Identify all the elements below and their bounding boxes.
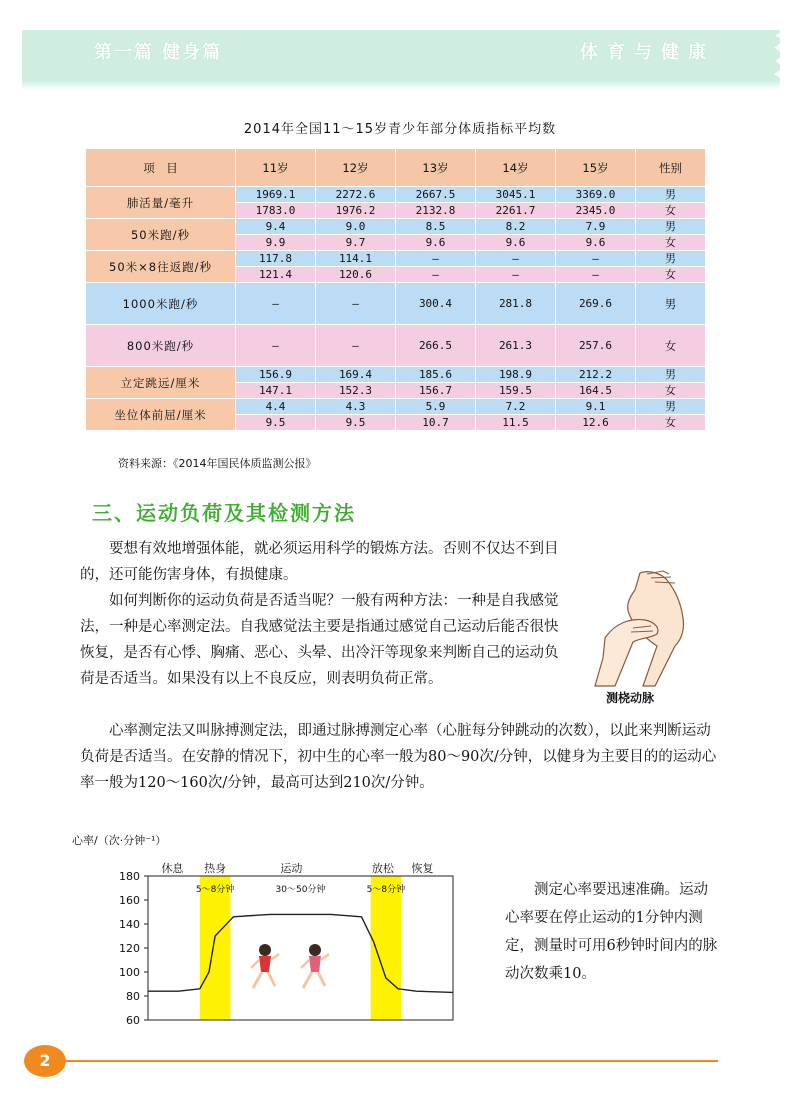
phase-label: 休息: [161, 862, 184, 875]
item-cell: 50米×8往返跑/秒: [86, 251, 236, 283]
value-cell: 198.9: [476, 367, 556, 383]
sex-cell: 男: [636, 399, 706, 415]
header-cell: 性别: [636, 149, 706, 187]
value-cell: 120.6: [316, 267, 396, 283]
y-tick-label: 140: [119, 918, 140, 931]
value-cell: 269.6: [556, 283, 636, 325]
table-title: 2014年全国11～15岁青少年部分体质指标平均数: [243, 122, 557, 137]
table-header-row: [86, 149, 706, 187]
value-cell: 9.4: [236, 219, 316, 235]
sex-cell: 男: [636, 251, 706, 267]
value-cell: 2261.7: [476, 203, 556, 219]
runner-body: [259, 956, 271, 972]
sex-cell: 男: [636, 367, 706, 383]
value-cell: 266.5: [396, 325, 476, 367]
sex-cell: 女: [636, 267, 706, 283]
book-title: 体育与健康: [580, 42, 715, 63]
plot-frame: [148, 876, 453, 1020]
y-tick-label: 80: [126, 990, 140, 1003]
value-cell: 3045.1: [476, 187, 556, 203]
runner-legs: [303, 972, 325, 988]
y-tick-label: 180: [119, 870, 140, 883]
page-number: 2: [39, 1051, 51, 1070]
value-cell: 169.4: [316, 367, 396, 383]
value-cell: 281.8: [476, 283, 556, 325]
fitness-table: [85, 148, 706, 431]
value-cell: 9.1: [556, 399, 636, 415]
value-cell: 9.5: [316, 415, 396, 431]
phase-label: 放松: [371, 862, 394, 875]
sex-cell: 男: [636, 187, 706, 203]
item-cell: 肺活量/毫升: [86, 187, 236, 219]
value-cell: 114.1: [316, 251, 396, 267]
table-source: 资料来源：《2014年国民体质监测公报》: [118, 457, 317, 470]
value-cell: 261.3: [476, 325, 556, 367]
value-cell: 9.6: [396, 235, 476, 251]
chart-body: [119, 861, 453, 1027]
phase-label: 热身: [204, 862, 227, 875]
value-cell: —: [556, 267, 636, 283]
sex-cell: 男: [636, 219, 706, 235]
table-row: [86, 219, 706, 235]
value-cell: 117.8: [236, 251, 316, 267]
value-cell: 4.3: [316, 399, 396, 415]
sex-cell: 女: [636, 235, 706, 251]
table-row: [86, 283, 706, 325]
sex-cell: 女: [636, 383, 706, 399]
value-cell: 9.6: [476, 235, 556, 251]
value-cell: 164.5: [556, 383, 636, 399]
item-cell: 立定跳远/厘米: [86, 367, 236, 399]
value-cell: —: [476, 251, 556, 267]
y-tick-label: 100: [119, 966, 140, 979]
table-row: [86, 399, 706, 415]
table-row: [86, 367, 706, 383]
table-row: [86, 325, 706, 367]
value-cell: —: [316, 283, 396, 325]
item-cell: 800米跑/秒: [86, 325, 236, 367]
duration-label: 30～50分钟: [275, 885, 326, 895]
value-cell: 300.4: [396, 283, 476, 325]
y-tick-label: 60: [126, 1014, 140, 1027]
item-cell: 50米跑/秒: [86, 219, 236, 251]
phase-label: 运动: [280, 862, 303, 875]
illustration-caption: 测桡动脉: [606, 691, 655, 705]
value-cell: 185.6: [396, 367, 476, 383]
value-cell: 156.7: [396, 383, 476, 399]
phase-label: 恢复: [411, 862, 434, 875]
value-cell: 9.9: [236, 235, 316, 251]
value-cell: —: [396, 267, 476, 283]
section-title: 三、运动负荷及其检测方法: [92, 501, 356, 525]
sex-cell: 女: [636, 415, 706, 431]
table-row: [86, 187, 706, 203]
value-cell: 10.7: [396, 415, 476, 431]
value-cell: 11.5: [476, 415, 556, 431]
value-cell: 9.7: [316, 235, 396, 251]
value-cell: 147.1: [236, 383, 316, 399]
value-cell: —: [236, 325, 316, 367]
heart-rate-chart: [70, 830, 490, 1040]
duration-label: 5～8分钟: [195, 885, 235, 895]
value-cell: 1783.0: [236, 203, 316, 219]
phase-band-1: [200, 876, 231, 1020]
chart-note: 测定心率要迅速准确。运动心率要在停止运动的1分钟内测定，测量时可用6秒钟时间内的脉动次数乘10。: [505, 882, 718, 982]
runner-legs: [253, 972, 275, 988]
header-cell: 11岁: [236, 149, 316, 187]
runner-head: [309, 944, 321, 956]
value-cell: 3369.0: [556, 187, 636, 203]
sex-cell: 女: [636, 203, 706, 219]
value-cell: 9.6: [556, 235, 636, 251]
header-cell: 项 目: [86, 149, 236, 187]
value-cell: 2345.0: [556, 203, 636, 219]
value-cell: 9.5: [236, 415, 316, 431]
value-cell: 8.2: [476, 219, 556, 235]
header-cell: 14岁: [476, 149, 556, 187]
header-cell: 12岁: [316, 149, 396, 187]
runner-body: [309, 956, 321, 972]
heart-rate-line: [148, 914, 453, 992]
chapter-title: 第一篇 健身篇: [94, 42, 223, 63]
paragraph-1: 要想有效地增强体能，就必须运用科学的锻炼方法。否则不仅达不到目的，还可能伤害身体，有损健康。: [80, 541, 559, 583]
value-cell: 12.6: [556, 415, 636, 431]
value-cell: —: [556, 251, 636, 267]
chart-ylabel: 心率/（次·分钟⁻¹）: [72, 834, 167, 847]
value-cell: 212.2: [556, 367, 636, 383]
value-cell: 1969.1: [236, 187, 316, 203]
item-cell: 1000米跑/秒: [86, 283, 236, 325]
value-cell: 2272.6: [316, 187, 396, 203]
value-cell: 8.5: [396, 219, 476, 235]
value-cell: 156.9: [236, 367, 316, 383]
value-cell: 2667.5: [396, 187, 476, 203]
value-cell: —: [396, 251, 476, 267]
paragraph-2: 如何判断你的运动负荷是否适当呢？一般有两种方法：一种是自我感觉法，一种是心率测定法。自我感觉法主要是指通过感觉自己运动后能否很快恢复，是否有心悸、胸痛、恶心、头晕、出冷汗等现象来判断自己的运动负荷是否适当。如果没有以上不良反应，则表明负荷正常。: [80, 593, 559, 687]
pulse-measure-illustration: [585, 568, 695, 688]
table-row: [86, 251, 706, 267]
value-cell: 5.9: [396, 399, 476, 415]
item-cell: 坐位体前屈/厘米: [86, 399, 236, 431]
header-cell: 15岁: [556, 149, 636, 187]
header-cell: 13岁: [396, 149, 476, 187]
y-tick-label: 160: [119, 894, 140, 907]
value-cell: 7.2: [476, 399, 556, 415]
value-cell: 152.3: [316, 383, 396, 399]
value-cell: 159.5: [476, 383, 556, 399]
value-cell: —: [476, 267, 556, 283]
sex-cell: 男: [636, 283, 706, 325]
y-tick-label: 120: [119, 942, 140, 955]
value-cell: 2132.8: [396, 203, 476, 219]
value-cell: 1976.2: [316, 203, 396, 219]
value-cell: 121.4: [236, 267, 316, 283]
value-cell: 4.4: [236, 399, 316, 415]
runner-head: [259, 944, 271, 956]
value-cell: 9.0: [316, 219, 396, 235]
footer-line: [66, 1060, 718, 1062]
value-cell: 257.6: [556, 325, 636, 367]
value-cell: —: [236, 283, 316, 325]
paragraph-3: 心率测定法又叫脉搏测定法，即通过脉搏测定心率（心脏每分钟跳动的次数），以此来判断运动负荷是否适当。在安静的情况下，初中生的心率一般为80～90次/分钟，以健身为主要目的的运动心率一般为120～160次/分钟，最高可达到210次/分钟。: [80, 723, 717, 791]
duration-label: 5～8分钟: [366, 885, 406, 895]
sex-cell: 女: [636, 325, 706, 367]
value-cell: 7.9: [556, 219, 636, 235]
value-cell: —: [316, 325, 396, 367]
